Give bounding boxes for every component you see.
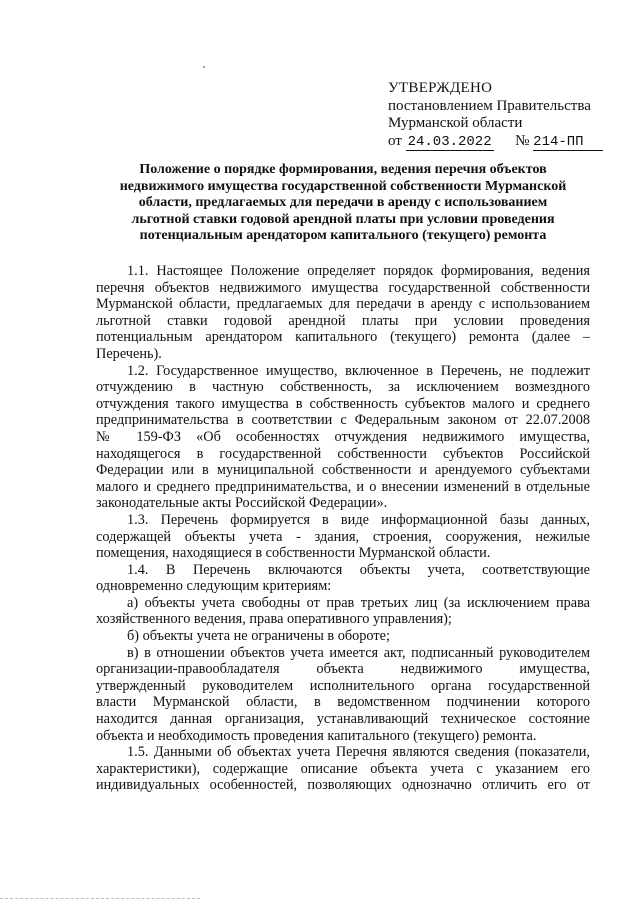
body-line: Мурманской области, предлагаемых для передачи в аренду с использованием xyxy=(96,296,590,313)
document-title xyxy=(96,162,590,245)
body-line: № 159-ФЗ «Об особенностях отчуждения недвижимого имущества, xyxy=(96,428,590,445)
title-line: недвижимого имущества государственной собственности Мурманской xyxy=(119,178,567,194)
body-line: 1.2. Государственное имущество, включенное в Перечень, не подлежит xyxy=(127,362,590,379)
body-line: малого и среднего предпринимательства, и о внесении изменений в отдельные xyxy=(96,478,590,495)
body-line: власти Мурманской области, в ведомственном подчинении которого xyxy=(96,694,590,711)
approval-block xyxy=(388,80,628,151)
title-line: области, предлагаемых для передачи в аренду с использованием xyxy=(138,195,548,210)
body-line: помещения, находящиеся в собственности Мурманской области. xyxy=(96,545,491,562)
approval-line-2: Мурманской области xyxy=(388,115,523,131)
title-line: Положение о порядке формирования, ведения перечня объектов xyxy=(139,162,547,177)
body-line: утвержденный руководителем исполнительного органа государственной xyxy=(96,677,590,694)
body-line: предпринимательства в соответствии с Федеральным законом от 22.07.2008 xyxy=(96,412,590,429)
body-line: 1.4. В Перечень включаются объекты учета, соответствующие xyxy=(127,561,590,578)
number-prefix: № xyxy=(515,132,530,149)
body-line: отчуждению в частную собственность, за исключением возмездного xyxy=(96,379,590,396)
body-line: Перечень). xyxy=(96,345,162,362)
approval-line-1: постановлением Правительства xyxy=(388,97,591,114)
date-prefix: от xyxy=(388,132,402,149)
body-line: 1.3. Перечень формируется в виде информационной базы данных, xyxy=(127,511,590,528)
title-line: льготной ставки годовой арендной платы при условии проведения xyxy=(131,211,555,227)
body-line: хозяйственного ведения, права оперативного управления); xyxy=(96,611,452,628)
approval-number: 214-ПП xyxy=(533,133,584,150)
body-line: индивидуальных особенностей, позволяющих однозначно отличить его от xyxy=(96,777,590,794)
body-line: в) в отношении объектов учета имеется акт, подписанный руководителем xyxy=(127,644,590,661)
body-line: объекта и необходимость проведения капитального (текущего) ремонта. xyxy=(96,727,537,744)
body-line: льготной ставки годовой арендной платы при условии проведения xyxy=(96,312,590,329)
body-line: организации-правообладателя объекта недвижимого имущества, xyxy=(96,661,590,678)
title-line: потенциальным арендатором капитального (текущего) ремонта xyxy=(139,228,547,243)
approval-date-line xyxy=(388,133,628,151)
body-line: потенциальным арендатором капитального (текущего) ремонта (далее – xyxy=(96,329,590,346)
body-line: б) объекты учета не ограничены в обороте; xyxy=(127,628,390,645)
body-line: Федерации или в муниципальной собственности и арендуемого субъектами xyxy=(96,462,590,479)
document-body xyxy=(96,263,590,794)
body-line: одновременно следующим критериям: xyxy=(96,578,332,595)
approval-caption: УТВЕРЖДЕНО xyxy=(388,80,493,96)
body-line: содержащей объекты учета - здания, строения, сооружения, нежилые xyxy=(96,528,590,545)
scan-edge-artifact xyxy=(0,898,200,900)
body-line: законодательные акты Российской Федерации». xyxy=(96,495,388,512)
body-line: перечня объектов недвижимого имущества государственной собственности xyxy=(96,279,590,296)
body-line: 1.5. Данными об объектах учета Перечня являются сведения (показатели, xyxy=(127,744,590,761)
scan-speck xyxy=(203,66,205,68)
body-line: 1.1. Настоящее Положение определяет порядок формирования, ведения xyxy=(127,263,590,279)
approval-date: 24.03.2022 xyxy=(407,133,492,150)
body-line: а) объекты учета свободны от прав третьих лиц (за исключением права xyxy=(127,594,590,611)
body-line: характеристики), содержащие описание объекта учета с указанием его xyxy=(96,760,590,777)
body-line: находится данная организация, устанавливающий техническое состояние xyxy=(96,711,590,728)
body-line: находящегося в государственной собственности субъектов Российской xyxy=(96,445,590,462)
body-line: отчуждения такого имущества в собственность субъектов малого и среднего xyxy=(96,395,590,412)
